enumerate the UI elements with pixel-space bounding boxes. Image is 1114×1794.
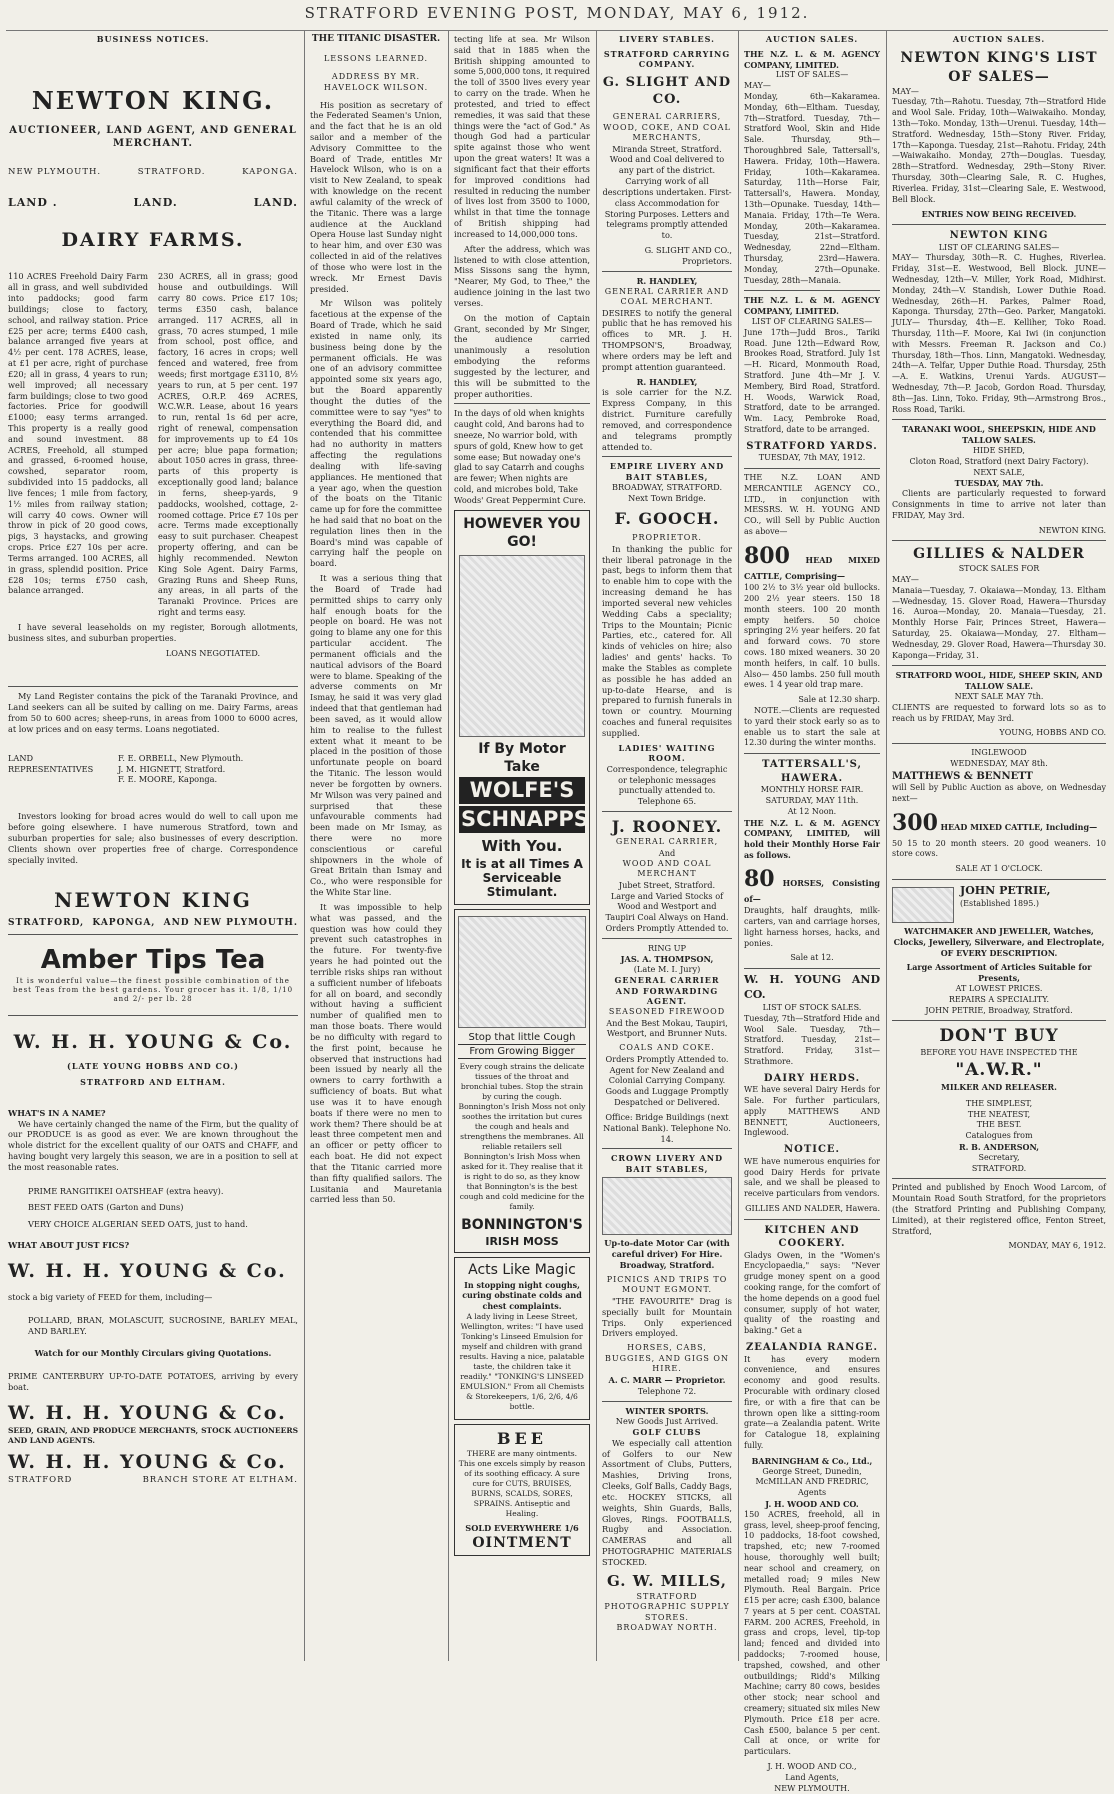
slight-heading: G. SLIGHT AND CO. (602, 74, 732, 107)
barningham-heading: BARNINGHAM & Co., Ltd., (751, 1455, 873, 1466)
month-label: MAY— (892, 86, 919, 96)
irish-moss-heading: IRISH MOSS (485, 1234, 559, 1248)
peppermint-poem: In the days of old when knights caught cold, And barons had to sneeze, No warrior bold, with spurs of gold, Knew how to get some ease; But nowaday one's glad to say Catarrh and coughs are fewer; When nights are cold, and microbes bold, Take Woods' Great Peppermint Cure. (454, 408, 586, 505)
column-header: AUCTION SALES. (952, 34, 1046, 44)
divider (892, 540, 1106, 541)
zealandia-heading: ZEALANDIA RANGE. (745, 1342, 879, 1354)
titanic-continued: On the motion of Captain Grant, seconded by Mr Singer, the audience carried unanimously a resolution embodying the reforms suggested by the lecturer, and this will be submitted to the proper authorities. (454, 312, 590, 399)
stratford-wool-heading: STRATFORD WOOL, HIDE, SHEEP SKIN, AND TALLOW SALE. (895, 670, 1103, 692)
mills-address: BROADWAY NORTH. (616, 1623, 718, 1633)
ladies-room: LADIES' WAITING ROOM. (618, 742, 716, 764)
divider (8, 934, 298, 935)
newton-king-footer: NEWTON KING (54, 888, 252, 913)
newton-king-heading: NEWTON KING. (31, 85, 275, 115)
column-rule (738, 30, 739, 1661)
cough-text: Every cough strains the delicate tissues of the throat and bronchial tubes. Stop the strain by curing the cough. Bonnington's Irish Moss not only soothes the irritation but cures the cough and heals and strengthens the membranes. All reliable retailers sell Bonnington's Irish Moss when asked for it. They realise that it is right to do so, as they know that Bonnington's is the best cough and cold medicine for the family. (458, 1062, 586, 1212)
clearing-sales-label: LIST OF CLEARING SALES— (751, 316, 873, 326)
column-auction-sales (744, 34, 880, 1793)
bonningtons-ad (454, 909, 590, 1254)
sales-list: Monday, 6th—Kakaramea. Monday, 6th—Eltham. Tuesday, 7th—Stratford. Tuesday, 7th—Stratford Wool, Skin and Hide Sale. Thursday, 9th—Thoroughbred Sale, Tattersall's, Hawera. Friday, 10th—Hawera. Friday, 10th—Kakaramea. Saturday, 11th—Horse Fair, Tattersall's, Hawera. Monday, 13th—Opunake. Tuesday, 14th—Manaia. Friday, 17th—Te Wera. Monday, 20th—Kakaramea. Tuesday, 21st—Stratford. Wednesday, 22nd—Eltham. Thursday, 23rd—Hawera. Monday, 27th—Opunake. Tuesday, 28th—Manaia. (744, 91, 880, 285)
bee-price: SOLD EVERYWHERE 1/6 (465, 1522, 579, 1533)
nz-agency-heading: THE N.Z. L. & M. AGENCY COMPANY, LIMITED. (744, 295, 880, 317)
product-list (28, 1183, 298, 1232)
rep-name: F. E. ORBELL, New Plymouth. (118, 752, 244, 763)
gillies-sub: STOCK SALES FOR (958, 564, 1040, 574)
header-rule (6, 30, 1108, 31)
investors-text: Investors looking for broad acres would do well to call upon me before going elsewhere. I have numerous Stratford, town and suburban properties for sale; also businesses of every description. Clients shown over properties free of charge. Correspondence specially invited. (8, 811, 298, 865)
titanic-sub2: ADDRESS BY MR. HAVELOCK WILSON. (323, 72, 429, 92)
divider (602, 811, 732, 812)
catalogues-name: R. B. ANDERSON, (958, 1142, 1040, 1152)
handley-text: DESIRES to notify the general public that he has removed his offices to MR. J. H. THOMPSON'S, Broadway, where orders may be left and prompt attention guaranteed. (602, 307, 732, 372)
tattersalls-heading: TATTERSALL'S, HAWERA. (761, 759, 863, 784)
list-of-sales: LIST OF SALES— (775, 70, 849, 80)
coals-text: Orders Promptly Attended to. Agent for New Zealand and Colonial Carrying Company. Goods and Luggage Promptly Despatched or Delivered. (605, 1053, 729, 1108)
cough-heading: Stop that little Cough (468, 1031, 576, 1043)
inglewood-date: WEDNESDAY, MAY 8th. (950, 759, 1048, 768)
divider (744, 753, 880, 754)
matthews-bennett-heading: MATTHEWS & BENNETT (892, 770, 1033, 782)
titanic-paragraph: His position as secretary of the Federated Seamen's Union, and the fact that he is an old sailor and a member of the Advisory Committee to the Board of Trade, entitles Mr Havelock Wilson, who is on a visit to New Zealand, to speak with knowledge on the recent awful calamity of the wreck of the Titanic. There was a large audience at the Auckland Opera House last Sunday night to hear him, and over £30 was collected in aid of the relatives of those who were lost in the wreck. Mr Ernest Davis presided. (310, 99, 442, 294)
handley2-text: is sole carrier for the N.Z. Express Company, in this district. Furniture carefully removed, and correspondence and telegrams promptly attended to. (602, 387, 732, 452)
land-representatives (8, 753, 298, 785)
bee-ointment-ad (454, 1424, 590, 1557)
divider (744, 1219, 880, 1220)
jh-wood-heading: J. H. WOOD AND CO. (765, 1498, 859, 1509)
horses-number: 80 (744, 865, 775, 892)
titanic-title: THE TITANIC DISASTER. (311, 34, 441, 44)
column-rule (596, 30, 597, 1661)
horse-fair-time: At 12 Noon. (787, 806, 837, 816)
amber-tips-tea-text: It is wonderful value—the finest possible combination of the best Teas from the best gardens. Your grocer has it. 1/8, 1/10 and 2/- per lb. 28 (12, 976, 294, 1004)
clients-signature: NEWTON KING. (1038, 525, 1106, 535)
rep-name: J. M. HIGNETT, Stratford. (118, 763, 226, 774)
crown-heading: CROWN LIVERY AND BAIT STABLES, (610, 1153, 724, 1174)
mills-heading: G. W. MILLS, (607, 1571, 727, 1590)
branch-eltham: BRANCH STORE AT ELTHAM. (142, 1474, 298, 1485)
man-portrait-illustration (458, 916, 586, 1028)
feed-text: stock a big variety of FEED for them, including— (8, 1291, 213, 1302)
product-item: PRIME RANGITIKEI OATSHEAF (extra heavy). (28, 1185, 224, 1196)
masthead: STRATFORD EVENING POST, MONDAY, MAY 6, 1912. (304, 4, 810, 22)
catalogues-role: Secretary, (978, 1152, 1020, 1162)
potatoes-text: PRIME CANTERBURY UP-TO-DATE POTATOES, arriving by every boat. (8, 1371, 298, 1393)
coals-heading: COALS AND COKE. (619, 1043, 715, 1053)
young-towns: STRATFORD AND ELTHAM. (80, 1077, 226, 1088)
product-item: BEST FEED OATS (Garton and Duns) (28, 1202, 184, 1213)
horses-heading: HORSES, Consisting of— (744, 877, 880, 905)
all-times-text: It is at all Times A Serviceable Stimulant. (461, 856, 583, 900)
titanic-sub1: LESSONS LEARNED. (323, 53, 429, 63)
next-sale: NEXT SALE MAY 7th. (954, 692, 1044, 702)
gooch-role: PROPRIETOR. (632, 533, 702, 543)
favourite-text: "THE FAVOURITE" Drag is specially built for Mountain Trips. Only experienced Drivers employed. (602, 1296, 732, 1339)
sale-time: Sale at 12. (790, 953, 834, 963)
yards-date: TUESDAY, 7th MAY, 1912. (758, 453, 866, 463)
rooney-address: Jubet Street, Stratford. (618, 879, 716, 890)
winter-sub: New Goods Just Arrived. (615, 1416, 719, 1427)
however-heading: HOWEVER YOU GO! (463, 515, 581, 551)
column-header: AUCTION SALES. (765, 34, 859, 44)
petrie-repairs: REPAIRS A SPECIALITY. (948, 994, 1050, 1004)
dairy-farms-heading: DAIRY FARMS. (61, 229, 245, 252)
divider (892, 1178, 1106, 1179)
rep-name: F. E. MOORE, Kaponga. (118, 774, 218, 785)
name-question: WHAT'S IN A NAME? (8, 1107, 106, 1118)
ring-up: RING UP (647, 942, 687, 953)
stock-sales-list: Tuesday, 7th—Stratford Hide and Wool Sale. Tuesday, 7th—Stratford. Tuesday, 21st—Stratford. Friday, 31st—Strathmore. (744, 1013, 880, 1066)
circulars-text: Watch for our Monthly Circulars giving Quotations. (34, 1348, 272, 1359)
cattle-list: 100 2½ to 3½ year old bullocks. 200 2½ year steers. 150 18 month steers. 100 20 month empty heifers. 50 choice springing 2½ year heifers. 20 fat and forward cows. 70 store cows. 180 mixed weaners. 30 20 month heifers, in calf. 10 bulls. Also— 450 lambs. 250 full mouth ewes. 1 4 year old trap mare. (744, 583, 880, 690)
gillies-heading: GILLIES & NALDER (913, 546, 1085, 563)
nz-agency-heading: THE N.Z. L. & M. AGENCY COMPANY, LIMITED. (744, 48, 880, 70)
jh-wood-signature: NEW PLYMOUTH. (774, 1783, 850, 1793)
titanic-paragraph: It was impossible to help what was passed, and the question was how could they prevent such catastrophes in the future. For twenty-five years he had pointed out the terrible risks ships ran without a sufficient number of lifeboats for all on board, and secondly without having a sufficient number of qualified men to man those boats. There would be no difficulty with regard to the first point, because he observed that instructions had been issued by nearly all the owners to carry forthwith a sufficiency of boats. But what use was it to have enough boats if there were no men to work them? There should be at least three competent men and an officer or petty officer to each boat. He did not expect that the Titanic carried more than fifty qualified sailors. The Lusitania and Mauretania carried less than 50. (310, 901, 442, 1205)
town: STRATFORD, (8, 917, 85, 928)
loan-agency-text: THE N.Z. LOAN AND MERCANTILE AGENCY CO., LTD., in conjunction with MESSRS. W. H. YOUNG AND CO., will Sell by Public Auction as above— (744, 472, 880, 536)
petrie-signature: JOHN PETRIE, Broadway, Stratford. (925, 1005, 1073, 1015)
handley-heading: R. HANDLEY, (636, 376, 698, 387)
imprint-text: Printed and published by Enoch Wood Larcom, of Mountain Road South Stratford, for the proprietors (the Stratford Printing and Publishing Company, Limited), at their registered office, Fenton Street, Stratford, (892, 1183, 1106, 1236)
newton-footer-towns (8, 918, 298, 930)
young-heading: W. H. H. YOUNG & Co. (8, 1450, 287, 1473)
hide-shed-address: Cloton Road, Stratford (next Dairy Factory). (909, 456, 1089, 466)
before-text: BEFORE YOU HAVE INSPECTED THE (920, 1048, 1078, 1058)
office-text: Office: Bridge Buildings (next National Bank). Telephone No. 14. (603, 1111, 731, 1144)
magic-heading: Acts Like Magic (468, 1262, 576, 1279)
seed-text: SEED, GRAIN, AND PRODUCE MERCHANTS, STOCK AUCTIONEERS AND LAND AGENTS. (8, 1425, 298, 1445)
bonningtons-heading: BONNINGTON'S (461, 1217, 583, 1234)
petrie-heading: JOHN PETRIE, (960, 883, 1051, 897)
divider (892, 879, 1106, 880)
newton-towns (8, 167, 298, 178)
column-titanic (310, 34, 442, 1661)
jh-wood-signature: J. H. WOOD AND CO., (767, 1762, 857, 1772)
branch-stratford: STRATFORD (8, 1474, 73, 1485)
divider (892, 224, 1106, 225)
divider (602, 271, 732, 272)
month-label: MAY— (744, 81, 771, 91)
town: NEW PLYMOUTH. (8, 166, 102, 177)
farm-list-left: 110 ACRES Freehold Dairy Farm all in grass, and well subdivided into paddocks; good farm buildings; close to factory, school, and railway station. Price £25 per acre; terms £400 cash, balance arranged five years at 4½ per cent. 178 ACRES, lease, at £1 per acre, right of purchase £20; all in grass, 4 years to run; well improved; all necessary farm buildings; close to two good factories. Price for goodwill £1000; easy terms arranged. This property is a really good and sound investment. 88 ACRES, Freehold, all stumped and grassed, 6-roomed house, cowshed, separator room, subdivided into 15 paddocks, all live fences; 1 mile from factory, 1½ miles from railway station; will carry 40 cows. Owner will throw in pick of 20 good cows, pigs, 3 haystacks, and growing crops. Price £27 10s per acre. Terms arranged. 100 ACRES, all in grass, splendid position. Price £28 10s; terms £750 cash, balance arranged. (8, 271, 148, 596)
young-heading: W. H. H. YOUNG & Co. (13, 1030, 293, 1053)
branch-row (8, 1475, 298, 1486)
yards-heading: STRATFORD YARDS. (746, 440, 878, 452)
land-label: LAND. (133, 195, 178, 209)
dont-buy-heading: DON'T BUY (939, 1026, 1059, 1047)
catalogues-text: Catalogues from (965, 1131, 1033, 1141)
mb-cattle-number: 300 (892, 809, 938, 836)
mb-cattle-list: 50 15 to 20 month steers. 20 good weaners. 10 store cows. (892, 838, 1106, 859)
divider (892, 419, 1106, 420)
leaseholds-text: I have several leaseholds on my register, Borough allotments, business sites, and suburban properties. (8, 621, 298, 643)
empire-heading: EMPIRE LIVERY AND BAIT STABLES, (609, 461, 725, 482)
rooney-role2: WOOD AND COAL MERCHANT (622, 858, 712, 879)
kitchen-heading: KITCHEN AND COOKERY. (764, 1224, 860, 1250)
carrying-company: STRATFORD CARRYING COMPANY. (603, 48, 731, 70)
empire-address: BROADWAY, STRATFORD. Next Town Bridge. (611, 482, 723, 504)
farm-list-right: 230 ACRES, all in grass; good house and outbuildings. Will carry 80 cows. Price £17 10s; terms £350 cash, balance arranged. 117 ACRES, all in grass, 70 acres stumped, 1 mile from school, post office, and factory, 16 acres in crops; well fenced and watered, free from weeds; first mortgage £3110, 8½ years to run, at 5 per cent. 197 ACRES, O.R.P. 469 ACRES, W.C.W.R. Lease, about 16 years to run, rental 1s 6d per acre, right of renewal, compensation for improvements up to £4 10s per acre; blue papa formation; about 1050 acres in grass, three-parts of this property is exceptionally good land; balance in ferns, sheep-yards, 9 paddocks, woolshed, cottage, 2-roomed cottage. Price £7 10s per acre. Terms made exceptionally easy to suit purchaser. Cheapest property offering, and can be highly recommended. Newton King Sole Agent. Dairy Farms, Grazing Runs and Sheep Runs, any areas, in all parts of the Taranaki Province. Prices are right and terms easy. (158, 271, 298, 618)
correspondence-text: Correspondence, telegraphic or telephonic messages punctually attended to. Telephone 65. (606, 763, 728, 807)
next-sale-date: TUESDAY, MAY 7th. (954, 478, 1044, 489)
note-text: NOTE.—Clients are requested to yard their stock early so as to enable us to start the sale at 12.30 during the winter months. (744, 706, 880, 748)
kitchen-text: Gladys Owen, in the "Women's Encyclopaedia," says: "Never grudge money spent on a good cooking range, for the comfort of the home depends on a good fuel consumer, supply of hot water, quality of the roasting and baking." Get a (744, 1250, 880, 1336)
firewood-heading: SEASONED FIREWOOD (608, 1006, 726, 1016)
wolfes-heading: WOLFE'S (459, 777, 585, 804)
slight-sub: GENERAL CARRIERS, WOOD, COKE, AND COAL MERCHANTS, (603, 111, 731, 143)
column-advertisements (454, 34, 590, 1661)
petrie-assortment: Large Assortment of Articles Suitable for Presents, (906, 962, 1092, 984)
rooney-heading: J. ROONEY. (611, 817, 723, 837)
rooney-role: GENERAL CARRIER, (615, 837, 719, 847)
motor-text: If By Motor Take (478, 740, 566, 776)
neatest: THE NEATEST, (967, 1109, 1031, 1119)
notice-signature: GILLIES AND NALDER, Hawera. (745, 1203, 880, 1213)
firewood-text: And the Best Mokau, Taupiri, Westport, and Brunner Nuts. (606, 1017, 728, 1039)
sales-list: Tuesday, 7th—Rahotu. Tuesday, 7th—Stratford Hide and Wool Sale. Friday, 10th—Waiwakaiho. Monday, 13th—Toko. Monday, 13th—Urenui. Tuesday, 14th—Stratford. Wednesday, 15th—Stony River. Friday, 17th—Kaponga. Tuesday, 21st—Rahotu. Friday, 24th—Waiwakaiho. Monday, 27th—Douglas. Tuesday, 28th—Stratford. Wednesday, 29th—Stony River. Thursday, 30th—Clearing Sale, R. C. Hughes, Riverlea. Friday, 31st—Clearing Sale, E. Westwood, Bell Block. (892, 97, 1106, 204)
motor-car-illustration (459, 555, 585, 737)
barningham-address: George Street, Dunedin, (762, 1466, 862, 1476)
titanic-paragraph: It was a serious thing that the Board of Trade had permitted ships to carry only half enough boats for the people on board. He was not going to blame any one for this particular accident. The permanent officials and the nautical advisors of the Board were to blame. Speaking of the adverse comments on Mr Ismay, he said it was very glad indeed that that gentleman had been saved, as it would allow him to realise to the fullest extent what it meant to be placed in the position of those unfortunate people on board the Titanic. The lesson would never be forgotten by owners. Mr Wilson was very pained and surprised that these unfavourable comments had been made on Mr Ismay, as there were no more conscientious or careful shipowners in the whole of Great Britain than Ismay and Co., who were responsible for the White Star line. (310, 573, 442, 898)
divider (602, 456, 732, 457)
inglewood-heading: INGLEWOOD (971, 748, 1027, 758)
divider (892, 665, 1106, 666)
jh-wood-text: 150 ACRES, freehold, all in grass, level, sheep-proof fencing, 10 paddocks, 18-foot cowshed, trapshed, etc; new 7-roomed house, thoroughly well built; near school and creamery, on metalled road; 9 miles New Plymouth. Real Bargain. Price £15 per acre; cash £300, balance 7 years at 5 per cent. COASTAL FARM. 200 ACRES, Freehold, in grass and crops, level, tip-top land; fenced and divided into paddocks; 7-roomed house, trapshed, cowshed, and other outbuildings; Ridd's Milking Machine; carry 80 cows, besides other stock; near school and creamery; situated six miles New Plymouth. Price £18 per acre. Cash £500, balance 5 per cent. Call at once, or write for particulars. (744, 1509, 880, 1757)
marr-telephone: Telephone 72. (637, 1385, 697, 1396)
dairy-herds-heading: DAIRY HERDS. (763, 1072, 861, 1084)
stock-sales-label: LIST OF STOCK SALES. (762, 1002, 862, 1012)
loans-text: LOANS NEGOTIATED. (165, 647, 261, 658)
clearing-sales-list: MAY— Thursday, 30th—R. C. Hughes, Riverlea. Friday, 31st—E. Westwood, Bell Block. JUNE— Wednesday, 12th—V. Miller, York Road, Midhirst. Monday, 24th—V. Standish, Lower Duthie Road. Wednesday, 26th—H. Parkes, Palmer Road, Kaponga. Thursday, 27th—Geo. Parker, Mangatoki. JULY— Thursday, 4th—E. Kelliher, Toko Road. Thursday, 11th—F. Moore, Kai Iwi (in conjunction with Messrs. Freeman R. Jackson and Co.) Thursday, 18th—Thos. Linn, Mangatoki. Wednesday, 24th—A. Telfar, Upper Duthie Road. Thursday, 25th—A. E. Watkins, Urenui Yards. AUGUST— Wednesday, 7th—P. Jacob, Gordon Road. Thursday, 8th—Jas. Linn, Toko. Friday, 9th—Armstrong Bros., Ross Road, Tariki. (892, 253, 1106, 414)
column-auction-sales-2 (892, 34, 1106, 1661)
land-register-text: My Land Register contains the pick of the Taranaki Province, and Land seekers can all be suited by calling on me. Dairy Farms, areas from 50 to 600 acres; sheep-runs, in areas from 1000 to 6000 acres, at low prices and on easy terms. Loans negotiated. (8, 691, 298, 734)
rooney-and: And (658, 847, 676, 858)
barningham-agents: McMILLAN AND FREDRIC, Agents (755, 1477, 869, 1498)
divider (744, 290, 880, 291)
watch-illustration (892, 887, 954, 923)
name-text: We have certainly changed the name of the Firm, but the quality of our PRODUCE is as good as ever. We are known throughout the whole district for the excellent quality of our OATS and CHAFF, and having bought very largely this season, we are in a position to sell at the most reasonable rates. (8, 1118, 298, 1172)
town: AND NEW PLYMOUTH. (163, 917, 298, 928)
notice-heading: NOTICE. (783, 1144, 841, 1156)
with-you-text: With You. (481, 836, 563, 855)
marr-proprietor: A. C. MARR — Proprietor. (608, 1374, 726, 1385)
awr-heading: "A.W.R." (955, 1060, 1043, 1081)
bee-heading: BEE (497, 1428, 547, 1448)
matthews-bennett-text: will Sell by Public Auction as above, on Wednesday next— (892, 783, 1106, 804)
golf-text: We especially call attention of Golfers to our New Assortment of Clubs, Putters, Mashies, Driving Irons, Cleeks, Golf Balls, Caddy Bags, etc. HOCKEY STICKS, all weights, Shin Guards, Balls, Gloves, Rings. FOOTBALLS, Rugby and Association. CAMERAS and all PHOTOGRAPHIC MATERIALS STOCKED. (602, 1437, 733, 1567)
clearing-sales-label: LIST OF CLEARING SALES— (938, 242, 1060, 252)
divider (454, 403, 590, 404)
monthly-horse-fair: MONTHLY HORSE FAIR. (760, 785, 864, 795)
thompson-heading: JAS. A. THOMPSON, (620, 953, 714, 964)
cattle-heading: HEAD MIXED CATTLE, Comprising— (744, 554, 880, 582)
divider (744, 468, 880, 469)
mb-cattle-heading: HEAD MIXED CATTLE, Including— (940, 821, 1098, 832)
divider (744, 968, 880, 969)
divider (892, 743, 1106, 744)
horse-fair-date: SATURDAY, MAY 11th. (765, 796, 859, 805)
tonkings-ad (454, 1257, 590, 1419)
cattle-number: 800 (744, 542, 790, 569)
gooch-text: In thanking the public for their liberal patronage in the past, begs to inform them that to enable him to cope with the increasing demand he has imported several new vehicles Wedding Cabs a speciality; Trips to the Mountain; Picnic Parties, etc., catered for. All kinds of vehicles on hire; also ladies' and gents' hacks. To make the Stables as complete as possible he has added an up-to-date Hearse, and is prepared to furnish funerals in town or country. Mourning coaches and funeral requisites supplied. (602, 543, 732, 738)
winter-heading: WINTER SPORTS. (625, 1405, 709, 1416)
product-item: VERY CHOICE ALGERIAN SEED OATS, just to hand. (28, 1218, 248, 1229)
young-heading: W. H. H. YOUNG & Co. (8, 1401, 287, 1424)
handley-sub: GENERAL CARRIER AND COAL MERCHANT. (604, 286, 730, 307)
nz-agency-horse-fair: THE N.Z. L. & M. AGENCY COMPANY, LIMITED, will hold their Monthly Horse Fair as follows. (744, 817, 880, 860)
sale-time: Sale at 12.30 sharp. (798, 695, 880, 705)
amber-tips-tea-heading: Amber Tips Tea (40, 944, 266, 975)
clients-text: Clients are particularly requested to forward Consignments in time to arrive not later than FRIDAY, May 3rd. (892, 489, 1106, 520)
titanic-continued: tecting life at sea. Mr Wilson said that in 1885 when the British shipping amounted to some 5,000,000 tons, it required the toll of 3500 lives every year to carry on the trade. When he protested, and tried to effect remedies, it was said that these things were the "act of God." As though God had a particular spite against those who went upon the great waters! It was a significant fact that their efforts for improved conditions had resulted in reducing the number of lives lost from 3500 to 1000, whilst in that time the tonnage of British shipping had increased to 14,000,000 tons. (454, 34, 590, 239)
land-label: LAND . (8, 195, 58, 209)
magic-subheading: In stopping night coughs, curing obstinate colds and chest complaints. (462, 1279, 582, 1311)
catalogues-town: STRATFORD. (971, 1163, 1027, 1173)
rooney-text: Large and Varied Stocks of Wood and Westport and Taupiri Coal Always on Hand. Orders Promptly Attended to. (605, 890, 729, 933)
about-question: WHAT ABOUT JUST FICS? (8, 1239, 130, 1250)
farm-listings (8, 271, 298, 618)
cough-subheading: From Growing Bigger (458, 1044, 586, 1059)
newton-role: AUCTIONEER, LAND AGENT, AND GENERAL MERCHANT. (9, 125, 297, 150)
dairy-herds-text: WE have several Dairy Herds for Sale. For further particulars, apply MATTHEWS AND BENNETT, Auctioneers, Inglewood. (744, 1085, 880, 1138)
young-late: (LATE YOUNG HOBBS AND CO.) (67, 1060, 239, 1071)
young-heading: W. H. YOUNG AND CO. (744, 973, 880, 1002)
divider (602, 938, 732, 939)
slight-address: Miranda Street, Stratford. (612, 143, 722, 154)
column-rule (886, 30, 887, 1661)
petrie-trades: WATCHMAKER AND JEWELLER, Watches, Clocks, Jewellery, Silverware, and Electroplate, OF EVERY DESCRIPTION. (893, 925, 1105, 958)
land-label: LAND. (253, 195, 298, 209)
zealandia-text: It has every modern convenience, and ensures economy and good results. Procurable with ordinary closed fire, or with a fire that can be thrown open like a sitting-room grate—a Zealandia patent. Write for Catalogue 18, explaining fully. (744, 1354, 880, 1450)
column-rule (448, 30, 449, 1661)
divider (602, 1148, 732, 1149)
hide-shed: HIDE SHED, (973, 445, 1025, 455)
bee-text: THERE are many ointments. This one excels simply by reason of its soothing efficacy. A sure cure for CUTS, BRUISES, BURNS, SCALDS, SORES, SPRAINS. Antiseptic and Healing. (458, 1448, 586, 1518)
notice-text: WE have numerous enquiries for good Dairy Herds for private sale, and we shall be pleased to receive particulars from vendors. (744, 1156, 880, 1199)
month-label: MAY— (892, 575, 919, 585)
column-header: BUSINESS NOTICES. (96, 34, 210, 44)
gillies-sales: Manaia—Tuesday, 7. Okaiawa—Monday, 13. Eltham—Wednesday, 15. Glover Road, Hawera—Thursday 16. Auroa—Monday, 20. Manaia—Tuesday, 21. Monthly Horse Fair, Princes Street, Hawera—Saturday, 25. Okaiawa—Monday, 27. Eltham—Wednesday, 29. Glover Road, Hawera—Thursday 30. Kaponga—Friday, 31. (892, 585, 1106, 660)
divider (8, 1015, 298, 1016)
column-business-notices (8, 34, 298, 1661)
john-petrie-ad (892, 884, 1106, 926)
next-sale-text: CLIENTS are requested to forward lots so as to reach us by FRIDAY, May 3rd. (892, 702, 1106, 723)
next-sale-signature: YOUNG, HOBBS AND CO. (999, 728, 1106, 738)
entries-text: ENTRIES NOW BEING RECEIVED. (921, 209, 1077, 220)
column-livery-stables (602, 34, 732, 1661)
horses-text: Draughts, half draughts, milk-carters, van and carriage horses, light harness horses, hacks, and ponies. (744, 906, 880, 948)
column-rule (304, 30, 305, 1661)
thompson-late: (Late M. I. Jury) (633, 964, 701, 975)
horses-hire: HORSES, CABS, BUGGIES, AND GIGS ON HIRE. (605, 1343, 729, 1374)
divider (8, 686, 298, 687)
reps-label: LAND REPRESENTATIVES (8, 752, 94, 774)
imprint-date: MONDAY, MAY 6, 1912. (1008, 1241, 1106, 1251)
wolfes-schnapps-ad (454, 510, 590, 905)
petrie-prices: AT LOWEST PRICES. (955, 983, 1043, 993)
divider (892, 1020, 1106, 1021)
column-header: LIVERY STABLES. (619, 34, 715, 44)
mills-sub: STRATFORD PHOTOGRAPHIC SUPPLY STORES. (604, 1591, 730, 1622)
titanic-continued: After the address, which was listened to with close attention, Miss Sissons sang the hymn, "Nearer, My God, to Thee," the audience joining in the last two verses. (454, 243, 590, 308)
petrie-established: (Established 1895.) (960, 898, 1039, 908)
crown-motor: Up-to-date Motor Car (with careful driver) For Hire. Broadway, Stratford. (604, 1238, 730, 1271)
wool-sales-heading: TARANAKI WOOL, SHEEPSKIN, HIDE AND TALLOW SALES. (902, 424, 1096, 446)
golf-heading: GOLF CLUBS (632, 1427, 702, 1438)
land-row (8, 196, 298, 211)
ointment-heading: OINTMENT (472, 1534, 572, 1551)
newton-king-heading: NEWTON KING (949, 230, 1049, 242)
titanic-paragraph: Mr Wilson was politely facetious at the expense of the Board of Trade, which he said existed in name only, its business being done by the permanent officials. He was one of an advisory committee appointed some six years ago, but the Board apparently thought the duties of the committee were to say "yes" to everything the Board did, and contended that his committee had no authority in matters affecting the regulations dealing with life-saving appliances. He mentioned that a year ago, when the question of the boats on the Titanic came up for fore the committee he had said that no boat on the regulation lines then in the Board's mind was capable of carrying half the people on board. (310, 298, 442, 569)
picnics-text: PICNICS AND TRIPS TO MOUNT EGMONT. (606, 1274, 728, 1295)
clearing-sales-list: June 17th—Judd Bros., Tariki Road. June 12th—Edward Row, Brookes Road, Stratford. July 1st—H. Ricard, Monmouth Road, Stratford. June 4th—Mr J. V. Membery, Bird Road, Stratford. H. Woods, Warwick Road, Stratford, date to be arranged. Wm. Lacy, Pembroke Road, Stratford, date to be arranged. (744, 327, 880, 434)
motor-car-illustration (602, 1177, 732, 1235)
next-sale: NEXT SALE, (973, 467, 1025, 477)
newton-king-list-heading: NEWTON KING'S LIST OF SALES— (900, 49, 1098, 85)
magic-text: A lady living in Leese Street, Wellington, writes: "I have used Tonking's Linseed Emulsion for myself and children with grand results. Having a nice, palatable taste, the children take it readily." "TONKING'S LINSEED EMULSION." From all Chemists & Storekeepers, 1/6, 2/6, 4/6 bottle. (459, 1311, 585, 1411)
slight-text: Wood and Coal delivered to any part of the district. Carrying work of all descriptions undertaken. First-class Accommodation for Storing Purposes. Letters and telegrams promptly attended to. (602, 154, 732, 241)
young-heading: W. H. H. YOUNG & Co. (8, 1259, 287, 1282)
general-carrier: GENERAL CARRIER AND FORWARDING AGENT. (614, 975, 720, 1007)
jh-wood-signature: Land Agents, (785, 1772, 839, 1782)
simplest: THE SIMPLEST, (965, 1098, 1033, 1108)
town: KAPONGA. (242, 166, 298, 177)
best: THE BEST. (976, 1120, 1022, 1130)
divider (602, 1401, 732, 1402)
gooch-heading: F. GOOCH. (614, 509, 720, 529)
schnapps-heading: SCHNAPPS (459, 806, 585, 833)
handley-heading: R. HANDLEY, (636, 275, 698, 286)
milker-text: MILKER AND RELEASER. (941, 1082, 1057, 1093)
town: KAPONGA, (92, 917, 156, 928)
town: STRATFORD. (137, 166, 206, 177)
mb-sale-time: SALE AT 1 O'CLOCK. (955, 864, 1043, 874)
slight-signature: G. SLIGHT AND CO., Proprietors. (644, 245, 732, 266)
feed-list: POLLARD, BRAN, MOLASCUIT, SUCROSINE, BARLEY MEAL, AND BARLEY. (28, 1314, 298, 1336)
